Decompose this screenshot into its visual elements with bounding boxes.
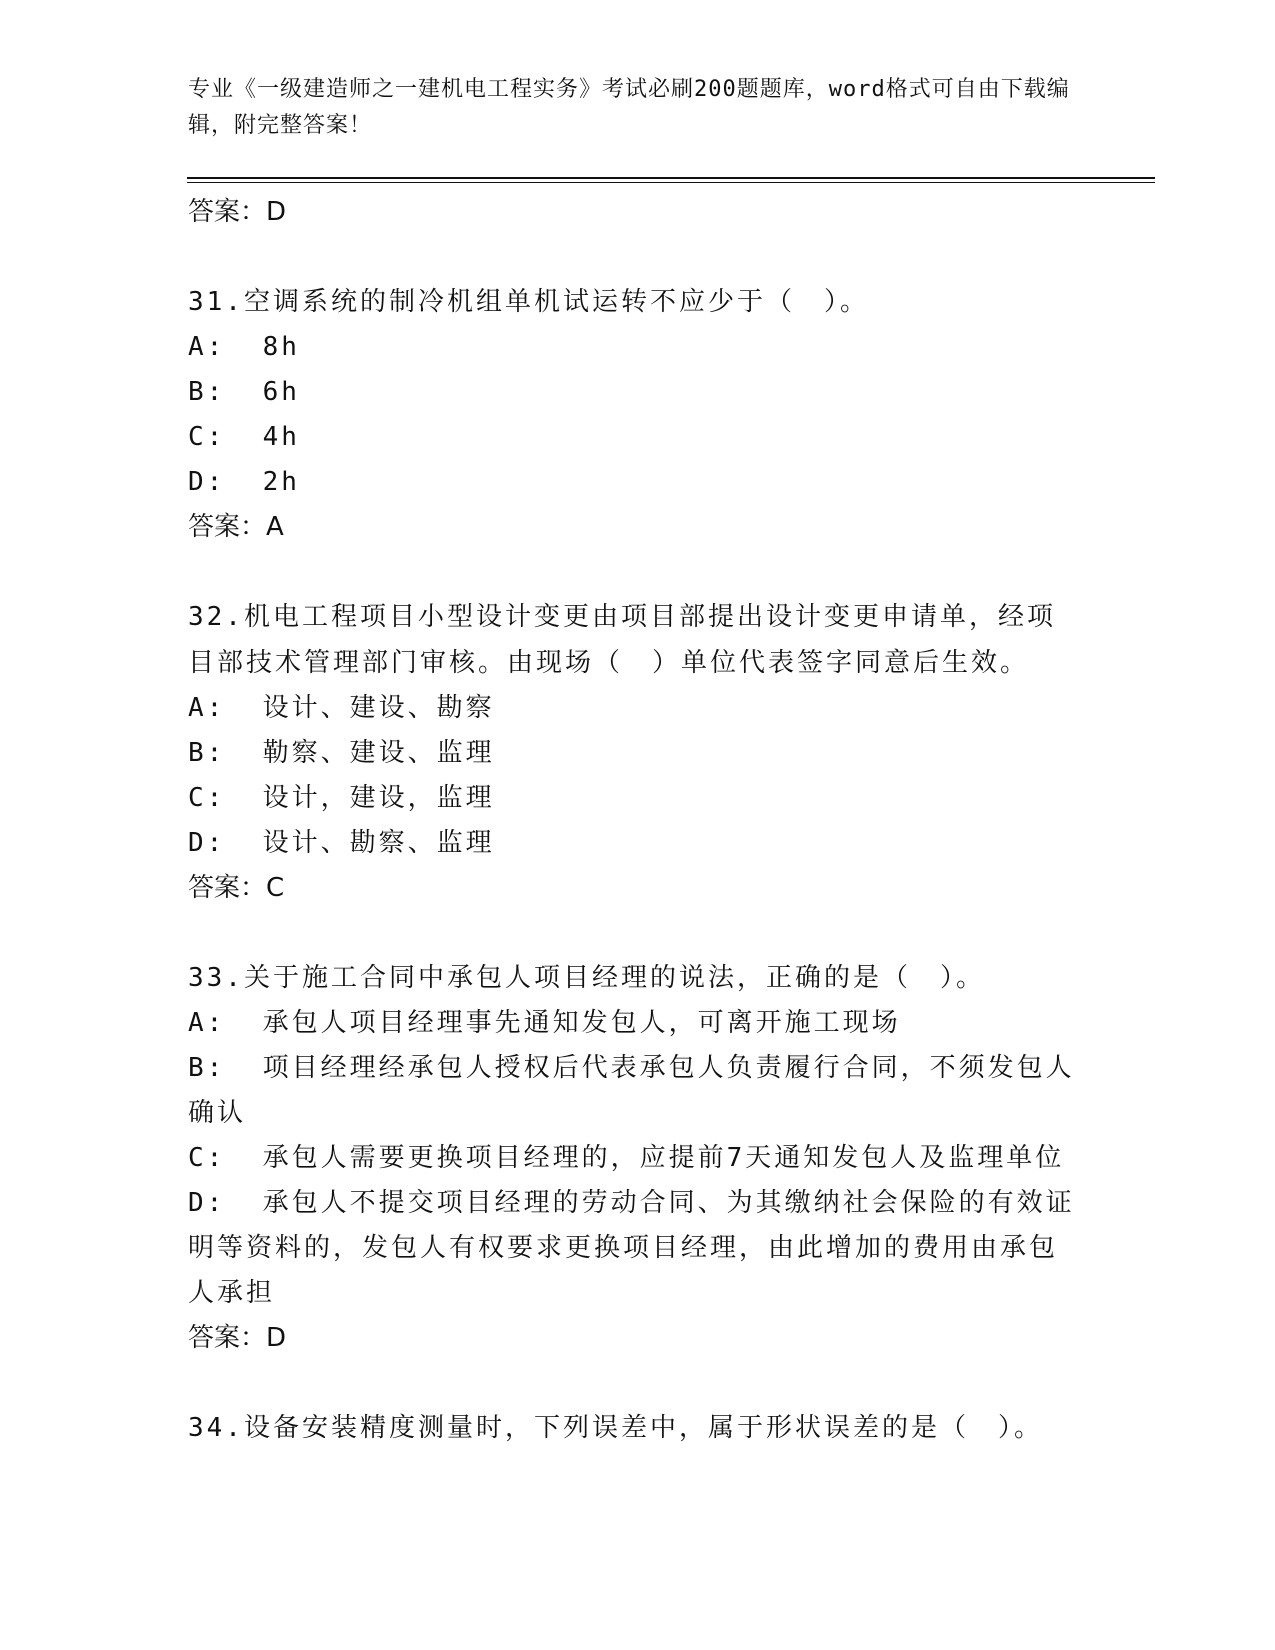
spacer (188, 234, 1078, 279)
option-a: A: 承包人项目经理事先通知发包人，可离开施工现场 (188, 1008, 901, 1038)
spacer (188, 549, 1078, 594)
answer-30: 答案：D (188, 197, 287, 227)
answer-32: 答案：C (188, 873, 285, 903)
option-c: C: 设计，建设，监理 (188, 783, 495, 813)
header-divider-thin (187, 182, 1155, 183)
question-list (188, 190, 1078, 1451)
question-text: 32.机电工程项目小型设计变更由项目部提出设计变更申请单，经项目部技术管理部门审核。由现场（ ）单位代表签字同意后生效。 (188, 602, 1056, 678)
page-header (188, 72, 1088, 144)
question-text: 31.空调系统的制冷机组单机试运转不应少于（ ）。 (188, 287, 869, 317)
question-text: 33.关于施工合同中承包人项目经理的说法，正确的是（ ）。 (188, 963, 985, 993)
option-c: C: 4h (188, 422, 300, 452)
option-c: C: 承包人需要更换项目经理的，应提前7天通知发包人及监理单位 (188, 1143, 1065, 1173)
option-a: A: 8h (188, 332, 300, 362)
answer-33: 答案：D (188, 1323, 287, 1353)
question-34 (188, 1405, 1078, 1451)
question-31 (188, 279, 1078, 549)
spacer (188, 910, 1078, 955)
question-33 (188, 955, 1078, 1360)
option-b: B: 6h (188, 377, 300, 407)
option-d: D: 设计、勘察、监理 (188, 828, 495, 858)
option-d: D: 承包人不提交项目经理的劳动合同、为其缴纳社会保险的有效证明等资料的，发包人有权要求更换项目经理，由此增加的费用由承包人承担 (188, 1188, 1075, 1308)
option-b: B: 勒察、建设、监理 (188, 738, 495, 768)
header-divider-thick (187, 177, 1155, 179)
question-text: 34.设备安装精度测量时，下列误差中，属于形状误差的是（ ）。 (188, 1413, 1043, 1443)
answer-31: 答案：A (188, 512, 284, 542)
header-text: 专业《一级建造师之一建机电工程实务》考试必刷200题题库，word格式可自由下载编辑，附完整答案！ (188, 77, 1070, 138)
spacer (188, 1360, 1078, 1405)
option-b: B: 项目经理经承包人授权后代表承包人负责履行合同，不须发包人确认 (188, 1053, 1075, 1128)
option-a: A: 设计、建设、勘察 (188, 693, 495, 723)
question-32 (188, 594, 1078, 910)
option-d: D: 2h (188, 467, 300, 497)
